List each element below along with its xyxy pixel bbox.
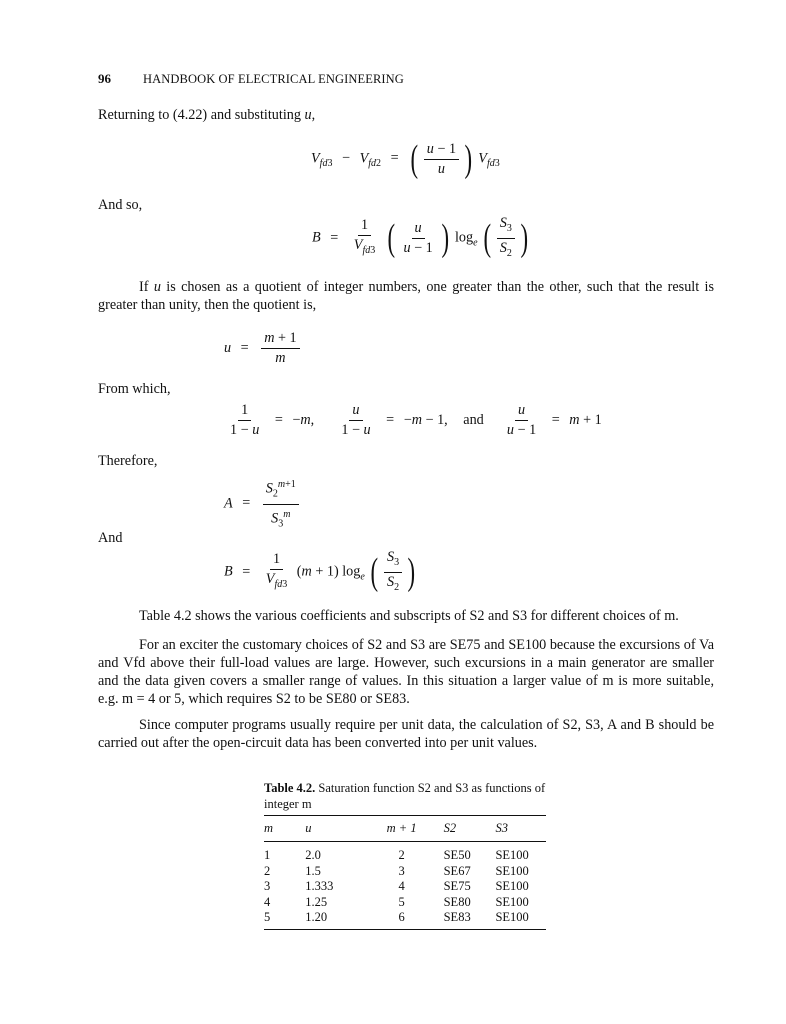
table-cell: 2 [398, 848, 405, 862]
running-title: HANDBOOK OF ELECTRICAL ENGINEERING [143, 72, 404, 86]
table-cell: SE83 [430, 910, 496, 929]
page-number: 96 [98, 71, 111, 86]
table-cell: SE75 [443, 879, 471, 893]
paragraph-returning: Returning to (4.22) and substituting u, [98, 107, 316, 123]
table-cell: SE100 [495, 910, 546, 929]
equation-a: A = $\frac{S_2^{m+1}}{S_3^m}$ [224, 476, 302, 532]
table-cell: 3 [264, 879, 271, 893]
equation-vfd-difference: $V_{fd3} - V_{fd2}$ = ( $\frac{u - 1}{u}$ ) $V_{fd3}$ [311, 138, 500, 180]
table-row [264, 895, 546, 911]
table-row [264, 864, 546, 880]
table-cell: 6 [374, 910, 430, 929]
table-cell: 2 [264, 863, 271, 878]
equation-u-quotient: u = $\frac{m + 1}{m}$ [224, 330, 303, 367]
table-header-cell: S3 [495, 816, 546, 842]
label-therefore: Therefore, [98, 453, 158, 469]
table-cell: 5 [398, 894, 405, 909]
table-cell: 1.5 [305, 863, 321, 878]
equation-b-in-u: B = $\frac{1}{V_{fd3}}$ ( $\frac{u}{u - 1}$ ) $\log_e$ ( $\frac{S_3}{S_2}$ ) [312, 215, 528, 260]
table-row [264, 842, 546, 864]
equation-text-store [0, 0, 1, 1]
table-cell: SE100 [495, 879, 529, 893]
table-cell: 1.20 [305, 910, 373, 929]
equation-b-in-m: B = $\frac{1}{V_{fd3}}$ (m + 1) $\log_e$ ( $\frac{S_3}{S_2}$ ) [224, 549, 416, 594]
label-and: And [98, 530, 123, 546]
table-row [264, 879, 546, 895]
table-caption-label: Table 4.2. [264, 781, 316, 795]
table-cell: SE100 [495, 863, 529, 878]
table-cell: 1 [264, 848, 271, 862]
table-cell: SE67 [443, 863, 471, 878]
label-from-which: From which, [98, 381, 171, 397]
table-header-cell: m + 1 [374, 816, 430, 842]
saturation-table [264, 815, 546, 930]
table-cell: 4 [398, 879, 405, 893]
table-header-row [264, 816, 546, 842]
table-cell: SE100 [495, 894, 529, 909]
table-cell: 4 [264, 894, 271, 909]
paragraph-exciter: For an exciter the customary choices of S2 and S3 are SE75 and SE100 because the excursions of Va and Vfd above their full-load values are large. However, such excursions in a main generator are smaller and the data given covers a smaller range of values. In this situation a larger value of m is more suitable, e.g. m = 4 or 5, which requires S2 to be SE80 or SE83. [98, 637, 714, 707]
equation-relations: $\frac{1}{1 - u}$ = −m, $\frac{u}{1 - u}$ = −m − 1, and $\frac{u}{u - 1}$ = m + 1 [230, 402, 602, 438]
table-cell: 3 [398, 863, 405, 878]
table-cell: 1.25 [305, 894, 328, 909]
table-header-cell: m [264, 816, 305, 842]
table-cell: 2.0 [305, 848, 321, 862]
table-header-cell: S2 [430, 816, 496, 842]
table-cell: SE80 [443, 894, 471, 909]
table-caption [264, 780, 546, 812]
table-row [264, 910, 546, 929]
table-caption-text: Saturation function S2 and S3 as functions of integer m [264, 781, 546, 811]
label-and-so: And so, [98, 197, 143, 213]
table-cell: SE50 [443, 848, 471, 862]
table-cell: SE100 [495, 848, 529, 862]
table-cell: 1.333 [305, 879, 334, 893]
table-header-cell: u [305, 816, 373, 842]
table-cell: 5 [264, 910, 305, 929]
paragraph-computer-programs: Since computer programs usually require per unit data, the calculation of S2, S3, A and B should be carried out after the open-circuit data has been converted into per unit values. [98, 717, 714, 751]
paragraph-quotient: If u is chosen as a quotient of integer numbers, one greater than the other, such that the result is greater than unity, then the quotient is, [98, 279, 715, 313]
paragraph-table-reference: Table 4.2 shows the various coefficients and subscripts of S2 and S3 for different choices of m. [139, 608, 679, 624]
